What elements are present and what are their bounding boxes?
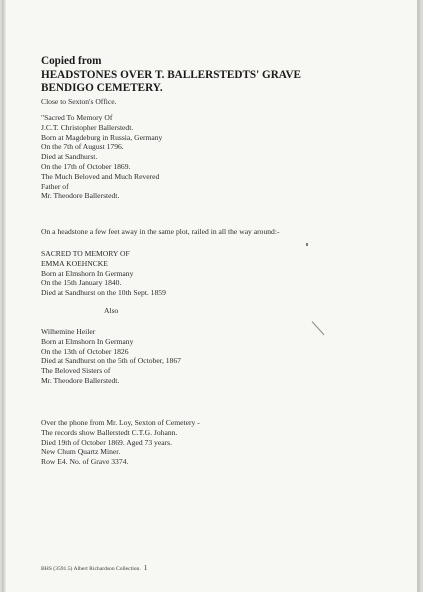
inscription1-line: Died at Sandhurst.: [41, 152, 98, 162]
phone-note-line: Row E4. No. of Grave 3374.: [41, 457, 129, 467]
inscription1-line: On the 17th of October 1869.: [41, 161, 131, 171]
inscription1-line: The Much Beloved and Much Revered: [41, 171, 160, 181]
inscription1-line: Born at Magdeburg in Russia, Germany: [41, 132, 163, 142]
pen-dot: [306, 243, 308, 246]
inscription3-line: Mr. Theodore Ballerstedt.: [41, 375, 120, 385]
inscription2-line: Died at Sandhurst on the 10th Sept. 1859: [41, 288, 166, 298]
inscription1-line: On the 7th of August 1796.: [41, 142, 124, 152]
inscription-heiler: [41, 327, 181, 386]
inscription1-line: Mr. Theodore Ballerstedt.: [41, 191, 120, 201]
inscription1-line: "Sacred To Memory Of: [41, 113, 113, 122]
inscription1-line: J.C.T. Christopher Ballerstedt.: [41, 122, 134, 132]
inscription3-line: On the 13th of October 1826: [41, 346, 129, 356]
inscription2-line: EMMA KOEHNCKE: [41, 258, 108, 268]
inscription-ballerstedt: [41, 113, 162, 201]
heading-line-3: BENDIGO CEMETERY.: [41, 82, 163, 94]
inscription3-line: Died at Sandhurst on the 5th of October, 1867: [41, 356, 181, 366]
document-heading: [41, 55, 301, 96]
heading-line-2: HEADSTONES OVER T. BALLERSTEDTS' GRAVE: [41, 68, 301, 81]
plot-note: [41, 227, 279, 237]
phone-note-line: New Chum Quartz Miner.: [41, 447, 121, 457]
page-edge: [417, 0, 420, 592]
inscription-koehncke: [41, 249, 166, 298]
phone-note-line: Died 19th of October 1869. Aged 73 years.: [41, 437, 172, 447]
inscription2-line: Born at Elmshorn In Germany: [41, 268, 134, 278]
page-number: 1: [143, 563, 148, 572]
phone-note-line: Over the phone from Mr. Loy, Sexton of Cemetery -: [41, 418, 200, 427]
document-page: [2, 0, 420, 592]
also-label: Also: [104, 306, 119, 315]
heading-line-1: Copied from: [41, 55, 102, 67]
sexton-phone-note: [41, 418, 200, 467]
inscription2-line: On the 15th January 1840.: [41, 278, 122, 288]
inscription3-line: Born at Elmshorn In Germany: [41, 336, 134, 346]
footer-source: BHS (3591.5) Albert Richardson Collection.: [41, 566, 141, 572]
subheading: [41, 97, 116, 107]
inscription2-line: SACRED TO MEMORY OF: [41, 249, 130, 258]
collection-footer: [41, 563, 148, 572]
phone-note-line: The records show Ballerstedt C.T.G. Johann.: [41, 427, 178, 437]
pen-mark: [312, 321, 325, 335]
subheading-text: Close to Sexton's Office.: [41, 97, 117, 106]
inscription3-line: Wilhemine Heiler: [41, 327, 96, 336]
inscription1-line: Father of: [41, 181, 69, 191]
inscription3-line: The Beloved Sisters of: [41, 366, 111, 376]
plot-note-text: On a headstone a few feet away in the same plot, railed in all the way around:-: [41, 227, 280, 236]
binding-edge: [2, 0, 6, 592]
